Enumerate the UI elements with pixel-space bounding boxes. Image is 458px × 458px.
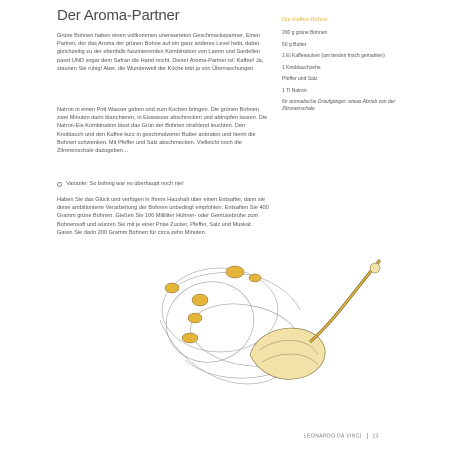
variant-icon [57,182,62,187]
variant-paragraph-text: Haben Sie das Glück und verfügen in Ihrem Haushalt über einen Entsafter, dann sie diese ambitionierte Verarbeitung der Bohnen unbedingt empfohlen: Entsaften Sie 400 Gramm grüne Bohnen. Gießen Sie 100 Milliliter Hühner- oder Gemüsebrühe zum Bohnensaft und würzen Sie mit je einer Prise Zucker, Pfeffer, Salz und Muskat. Garen Sie darin 200 Gramm Bohnen für circa zehn Minuten. [57,197,269,236]
ingredient-item: 200 g grüne Bohnen [282,30,328,36]
page-number: 13 [372,433,379,440]
page-title: Der Aroma-Partner [57,7,180,24]
ingredient-item: Pfeffer und Salz [282,76,318,82]
page-footer [304,433,379,439]
variant-paragraph [57,196,269,237]
ingredient-item: 1 El Kaffeepulver (am besten frisch gemahlen) [282,53,385,59]
ingredient-item: 1 Tl Natron [282,87,307,94]
variant-text: Variante: So bohnig war es überhaupt noch nie! [66,181,184,187]
variant-line [57,180,269,188]
spoon-and-coffee-beans-sketch-icon [150,250,400,425]
ingredient-note: für aromatische Draufgänger: etwas Abrieb von der Zitronenschale [282,99,396,112]
footer-separator [367,433,368,439]
method-paragraph [57,106,269,155]
intro-text: Grüne Bohnen haben einen vollkommen unerwarteten Geschmackspartner. Einen Partner, der das Aroma der grünen Bohne auf ein ganz anderes Level hebt, dabei gleichzeitig zu der ebenfalls faszinierenden Kombination von Lamm und Sardellen passt UND sogar dem Safran die Hand reicht. Dieser Aroma-Partner ist: Kaffee! Ja, staunen Sie ruhig! Aber, die Wunderwelt der Küche lebt ja von Überraschungen. [57,33,264,72]
ingredients-sidebar [282,17,417,118]
footer-label: LEONARDO DA VINCI [304,433,362,440]
ingredient-item: 1 Knoblauchzehe [282,64,321,71]
method-text: Natron in einen Pott Wasser geben und zum Kochen bringen. Die grünen Bohnen zwei Minuten darin blanchieren, in Eiswasser abschrecken und abtropfen lassen. Die Natron-Eis-Kombination lässt das Grün der Bohnen strahlend leuchten. Den Knoblauch und den Kaffee kurz in geschmolzener Butter anbraten und hierin die Bohnen schwenken. Mit Pfeffer und Salz abschmecken. Vielleicht noch die Zitronenschale dazugeben… [57,107,268,155]
intro-paragraph [57,32,269,73]
ingredient-item: 50 g Butter [282,41,307,48]
sidebar-title: Die Kaffee-Bohne [282,17,328,23]
